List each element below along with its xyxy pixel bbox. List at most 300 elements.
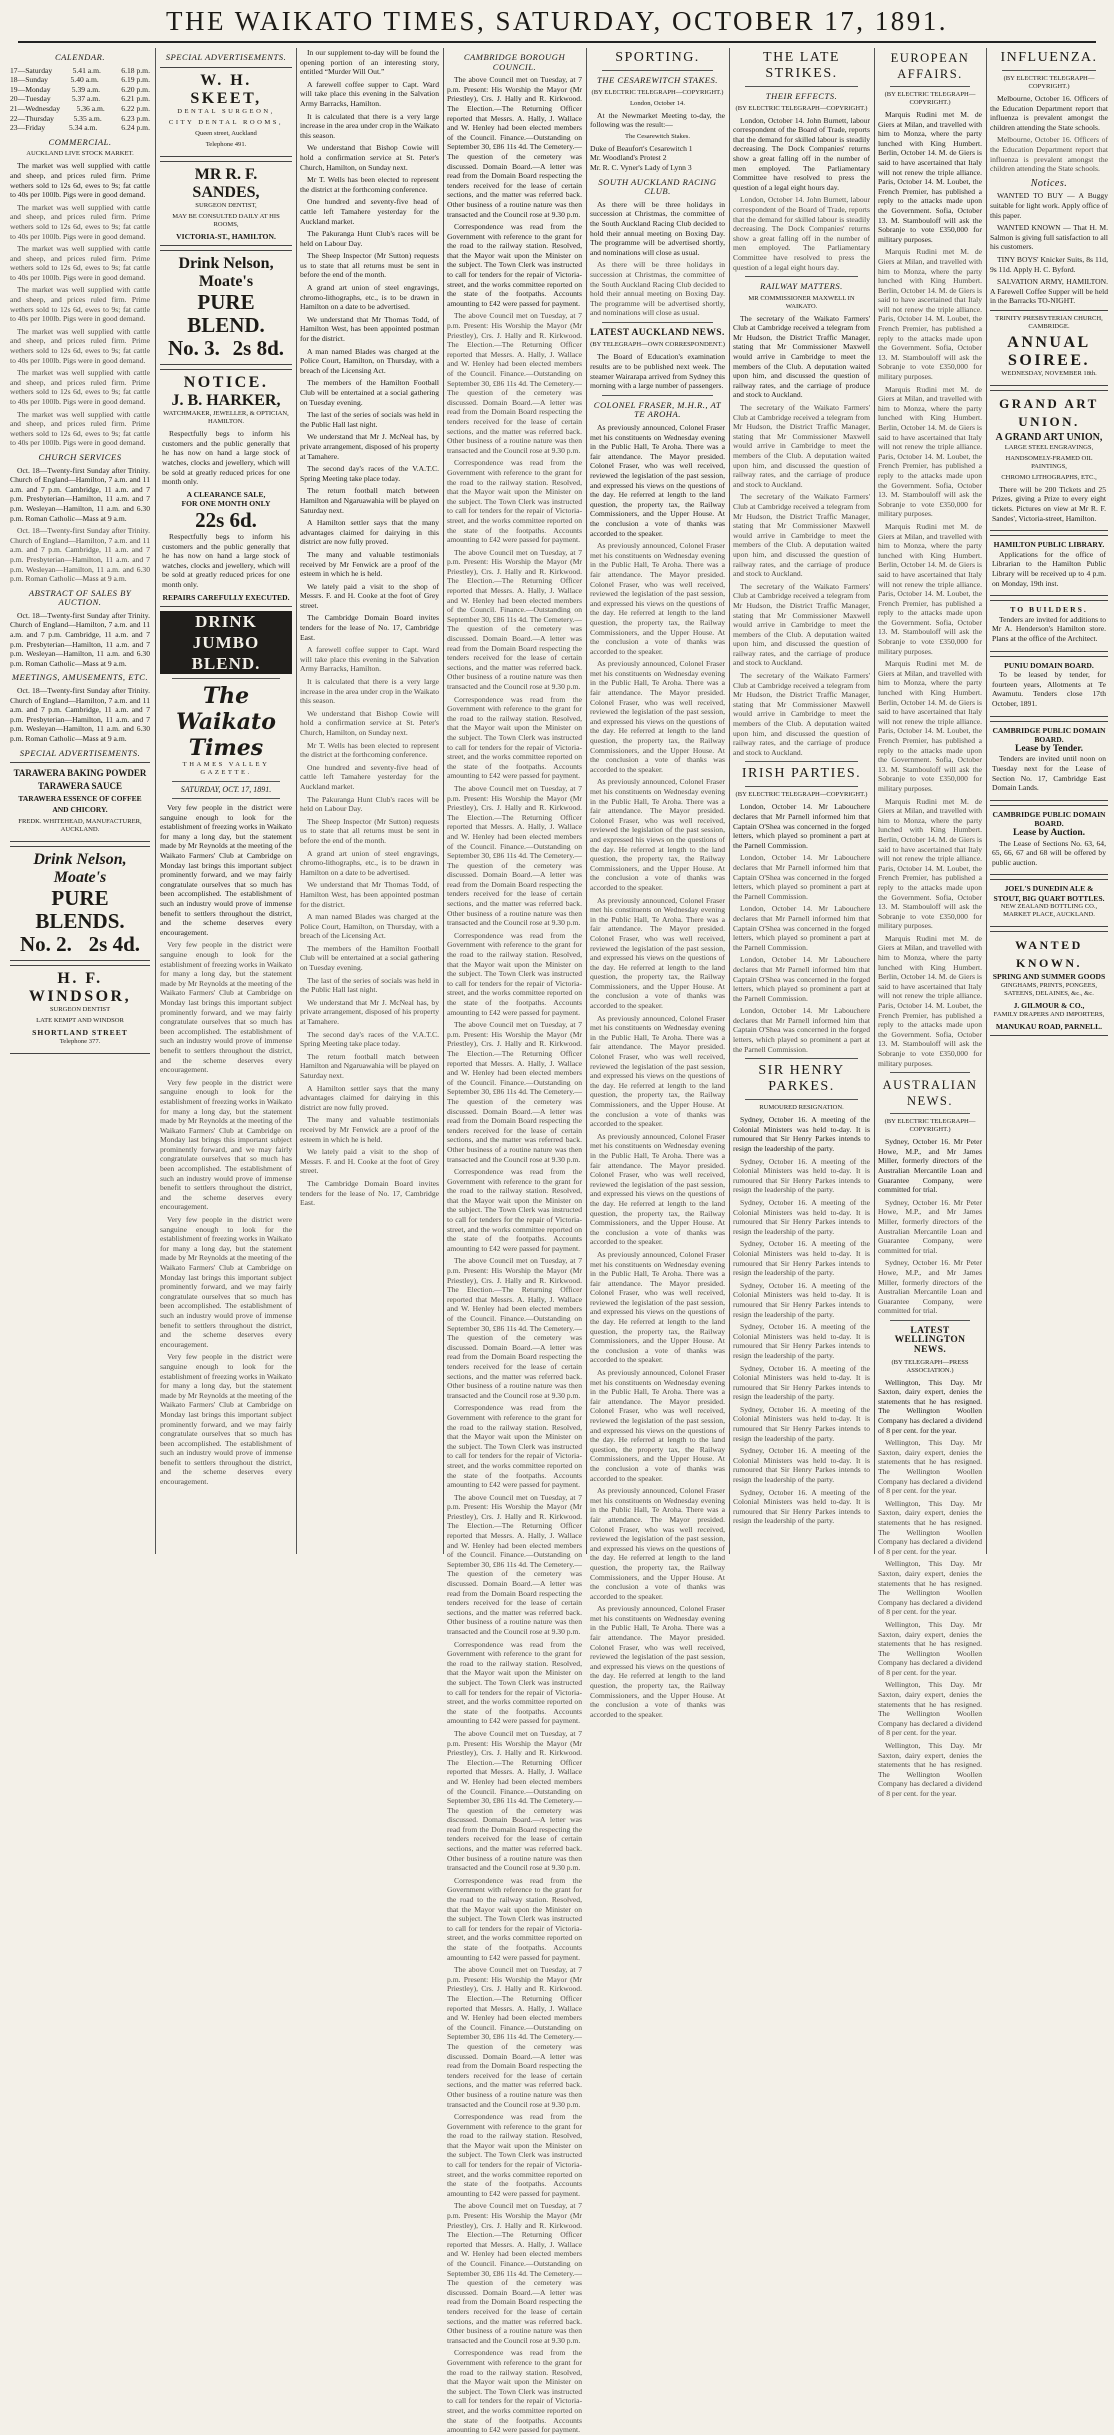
ad-line: Lease by Auction. bbox=[1012, 827, 1086, 838]
council-text: Correspondence was read from the Government with reference to the grant for the road to the railway station. Resolved, that the Mayor wait upon the Minister on the subject. The Town Clerk was instructed to call for tenders for the repair of Victoria-street, and the works committee reported on the state of the footpaths. Accounts amounting to £42 were passed for payment. bbox=[447, 1167, 582, 1253]
council-text: The above Council met on Tuesday, at 7 p.m. Present: His Worship the Mayor (Mr Priestley), Crs. J. Hally and R. Kirkwood. The Election.—The Returning Officer reported that Messrs. A. Hally, J. Wallace and W. Henley had been elected members of the Council. Finance.—Outstanding on September 30, £86 11s 4d. The Cemetery.—The question of the cemetery was discussed. Domain Board.—A letter was read from the Domain Board respecting the tenders received for the lease of certain sections, and the matter was referred back. Other business of a routine nature was then transacted and the Council rose at 9.30 p.m. bbox=[447, 1020, 582, 1164]
news-note: Mr T. Wells has been elected to represent the district at the forthcoming conference. bbox=[300, 740, 439, 760]
news-note: We understand that Mr J. McNeal has, by private arrangement, disposed of his property at Tamahere. bbox=[300, 432, 439, 461]
parkes-text: Sydney, October 16. A meeting of the Colonial Ministers was held to-day. It is rumoured that Sir Henry Parkes intends to resign the leadership of the party. bbox=[733, 1487, 870, 1526]
effects-text: London, October 14. John Burnett, labour correspondent of the Board of Trade, reports that the demand for skilled labour is steadily decreasing. The Dock Companies' returns show a great falling off in the number of men employed. The Parliamentary Committee have resolved to press the question of a legal eight hours day. bbox=[733, 115, 870, 192]
harker-advert bbox=[160, 369, 292, 607]
council-text: The above Council met on Tuesday, at 7 p.m. Present: His Worship the Mayor (Mr Priestley), Crs. J. Hally and R. Kirkwood. The Election.—The Returning Officer reported that Messrs. A. Hally, J. Wallace and W. Henley had been elected members of the Council. Finance.—Outstanding on September 30, £86 11s 4d. The Cemetery.—The question of the cemetery was discussed. Domain Board.—A letter was read from the Domain Board respecting the tenders received for the lease of certain sections, and the matter was referred back. Other business of a routine nature was then transacted and the Council rose at 9.30 p.m. bbox=[447, 1728, 582, 1873]
commercial-text: The market was well supplied with cattle and sheep, and prices ruled firm. Prime wethers sold to 12s 6d, ewes to 9s; fat cattle to 40s per 100lb. Pigs were in good demand. bbox=[10, 409, 150, 448]
domain-board-advert bbox=[990, 721, 1108, 801]
irish-text: London, October 14. Mr Labouchere declares that Mr Parnell informed him that Captain O'Shea was concerned in the forged letters, which played so prominent a part at the Parnell Commission. bbox=[733, 955, 870, 1003]
calendar-row bbox=[10, 85, 150, 95]
australian-text: Sydney, October 16. Mr Peter Howe, M.P., and Mr James Miller, formerly directors of the Australian Mercantile Loan and Guarantee Company, were committed for trial. bbox=[878, 1137, 982, 1195]
ad-line: J. GILMOUR & CO., bbox=[1013, 1001, 1085, 1011]
column-rule bbox=[874, 48, 875, 1554]
news-note: The many and valuable testimonials received by Mr Fenwick are a proof of the esteem in which he is held. bbox=[300, 549, 439, 579]
european-text: Marquis Rudini met M. de Giers at Milan, and travelled with him to Monza, where the party lunched with King Humbert. Berlin, October 14. M. de Giers is said to have ascertained that Italy will not renew the triple alliance. Paris, October 14. M. Loubet, the French Premier, has published a reply to the attacks made upon the Government. Sofia, October 13. M. Stambouloff will ask the Sobranje to vote £350,000 for military purposes. bbox=[878, 384, 982, 519]
news-note: The return football match between Hamilton and Ngaruawahia will be played on Saturday next. bbox=[300, 486, 439, 515]
ad-line: FOR ONE MONTH ONLY bbox=[181, 499, 271, 509]
ad-line: PUNIU DOMAIN BOARD. bbox=[1004, 660, 1094, 670]
ad-line: SPRING AND SUMMER GOODS bbox=[992, 972, 1106, 982]
railway-text: The secretary of the Waikato Farmers' Club at Cambridge received a telegram from Mr Hudson, the District Traffic Manager, stating that Mr Commissioner Maxwell would arrive in Cambridge to meet the members of the Club. A deputation waited upon him, and discussed the question of railway rates, and the carriage of produce and stock to Auckland. bbox=[733, 581, 870, 668]
skeet-advert bbox=[160, 67, 292, 157]
calendar-cell: 5.41 a.m. bbox=[72, 65, 101, 75]
news-note: The return football match between Hamilton and Ngaruawahia will be played on Saturday next. bbox=[300, 1051, 439, 1080]
telegraph-credit: (BY ELECTRIC TELEGRAPH—COPYRIGHT.) bbox=[884, 1118, 976, 1134]
calendar-row bbox=[10, 94, 150, 104]
church-heading: CHURCH SERVICES bbox=[38, 451, 122, 462]
european-heading: EUROPEAN AFFAIRS. bbox=[890, 51, 970, 81]
calendar-cell: 6.21 p.m. bbox=[121, 94, 150, 104]
calendar-cell: 5.40 a.m. bbox=[70, 75, 99, 85]
ad-line: J. B. HARKER, bbox=[171, 392, 281, 410]
ad-line: 2s 8d. bbox=[232, 336, 284, 361]
australian-heading: AUSTRALIAN NEWS. bbox=[882, 1078, 978, 1109]
ad-line: JOEL'S DUNEDIN ALE & STOUT, BIG QUART BOTTLES. bbox=[993, 884, 1105, 903]
news-note: The last of the series of socials was held in the Public Hall last night. bbox=[300, 975, 439, 995]
ad-text: To be leased by tender, for fourteen years, Allotments at Te Awamutu. Tenders close 17th October, 1891. bbox=[992, 670, 1106, 708]
leader-text: Very few people in the district were sanguine enough to look for the establishment of freezing works in Waikato for many a long day, but the statement made by Mr Reynolds at the meeting of the Waikato Farmers' Club at Cambridge on Monday last brings this important subject prominently forward, and we may fairly congratulate ourselves that so much has been accomplished. The establishment of such an industry would prove of immense benefit to settlers throughout the district, and the scheme deserves every encouragement. bbox=[160, 1077, 293, 1212]
council-text: Correspondence was read from the Government with reference to the grant for the road to the railway station. Resolved, that the Mayor wait upon the Minister on the subject. The Town Clerk was instructed to call for tenders for the repair of Victoria-street, and the works committee reported on the state of the footpaths. Accounts amounting to £42 were passed for payment. bbox=[447, 458, 582, 545]
ad-line: HANDSOMELY-FRAMED OIL PAINTINGS, bbox=[1005, 454, 1093, 470]
ad-text: There will be 200 Tickets and 25 Prizes, giving a Prize to every eight tickets. Pictures on view at Mr R. F. Sandes', Victoria-street, Hamilton. bbox=[992, 484, 1106, 523]
commercial-heading: COMMERCIAL. bbox=[48, 136, 112, 147]
column-rule bbox=[729, 48, 730, 1554]
news-note: A grand art union of steel engravings, chromo-lithographs, etc., is to be drawn in Hamilton on a date to be advertised. bbox=[300, 283, 439, 312]
calendar-cell: 6.20 p.m. bbox=[121, 84, 150, 94]
council-text: The above Council met on Tuesday, at 7 p.m. Present: His Worship the Mayor (Mr Priestley), Crs. J. Hally and R. Kirkwood. The Election.—The Returning Officer reported that Messrs. A. Hally, J. Wallace and W. Henley had been elected members of the Council. Finance.—Outstanding on September 30, £86 11s 4d. The Cemetery.—The question of the cemetery was discussed. Domain Board.—A letter was read from the Domain Board respecting the tenders received for the lease of certain sections, and the matter was referred back. Other business of a routine nature was then transacted and the Council rose at 9.30 p.m. bbox=[447, 2201, 582, 2345]
news-note: We lately paid a visit to the shop of Messrs. F. and H. Cooke at the foot of Grey street. bbox=[300, 1147, 439, 1176]
result-line: Mr. Woodland's Protest 2 bbox=[590, 153, 667, 163]
calendar-cell: 23—Friday bbox=[10, 123, 46, 133]
ad-line: Queen street, Auckland bbox=[195, 129, 257, 137]
stakes-heading: THE CESAREWITCH STAKES. bbox=[597, 75, 718, 85]
ad-line: A CLEARANCE SALE, bbox=[186, 489, 266, 499]
result-line: The Cesarewitch Stakes. bbox=[624, 132, 690, 140]
sporting-heading: SPORTING. bbox=[615, 50, 700, 65]
ad-line: CHROMO LITHOGRAPHS, ETC., bbox=[1001, 473, 1097, 481]
drink-advert bbox=[160, 250, 292, 365]
fraser-text: As previously announced, Colonel Fraser met his constituents on Wednesday evening in the Public Hall, Te Aroha. There was a fair attendance. The Mayor presided. Colonel Fraser, who was well received, reviewed the legislation of the past session, and expressed his views on the questions of the day. He referred at length to the land question, the property tax, the Railway Commissioners, and the Upper House. At the conclusion a vote of thanks was accorded to the speaker. bbox=[590, 1249, 725, 1365]
news-note: One hundred and seventy-five head of cattle left Tamahere yesterday for the Auckland market. bbox=[300, 762, 439, 791]
parkes-text: Sydney, October 16. A meeting of the Colonial Ministers was held to-day. It is rumoured that Sir Henry Parkes intends to resign the leadership of the party. bbox=[733, 1239, 870, 1278]
calendar-cell: 5.34 a.m. bbox=[69, 123, 98, 133]
council-text: The above Council met on Tuesday, at 7 p.m. Present: His Worship the Mayor (Mr Priestley), Crs. J. Hally and R. Kirkwood. The Election.—The Returning Officer reported that Messrs. A. Hally, J. Wallace and W. Henley had been elected members of the Council. Finance.—Outstanding on September 30, £86 11s 4d. The Cemetery.—The question of the cemetery was discussed. Domain Board.—A letter was read from the Domain Board respecting the tenders received for the lease of certain sections, and the matter was referred back. Other business of a routine nature was then transacted and the Council rose at 9.30 p.m. bbox=[447, 1492, 582, 1636]
fraser-text: As previously announced, Colonel Fraser met his constituents on Wednesday evening in the Public Hall, Te Aroha. There was a fair attendance. The Mayor presided. Colonel Fraser, who was well received, reviewed the legislation of the past session, and expressed his views on the questions of the day. He referred at length to the land question, the property tax, the Railway Commissioners, and the Upper House. At the conclusion a vote of thanks was accorded to the speaker. bbox=[590, 1131, 725, 1247]
racing-club-heading: SOUTH AUCKLAND RACING CLUB. bbox=[598, 176, 717, 197]
parkes-text: Sydney, October 16. A meeting of the Colonial Ministers was held to-day. It is rumoured that Sir Henry Parkes intends to resign the leadership of the party. bbox=[733, 1363, 870, 1402]
irish-text: London, October 14. Mr Labouchere declares that Mr Parnell informed him that Captain O'Shea was concerned in the forged letters, which played so prominent a part at the Parnell Commission. bbox=[733, 904, 870, 952]
calendar-cell: 6.19 p.m. bbox=[121, 75, 150, 85]
commercial-text: The market was well supplied with cattle and sheep, and prices ruled firm. Prime wethers sold to 12s 6d, ewes to 9s; fat cattle to 40s per 100lb. Pigs were in good demand. bbox=[10, 326, 150, 365]
newspaper-title: THE WAIKATO TIMES, SATURDAY, OCTOBER 17, 1891. bbox=[165, 6, 949, 36]
parkes-text: Sydney, October 16. A meeting of the Colonial Ministers was held to-day. It is rumoured that Sir Henry Parkes intends to resign the leadership of the party. bbox=[733, 1198, 870, 1236]
abstract-heading: ABSTRACT OF SALES BY AUCTION. bbox=[28, 587, 132, 608]
wellington-text: Wellington, This Day. Mr Saxton, dairy expert, denies the statements that he has resigned. The Wellington Woollen Company has declared a dividend of 8 per cent. for the year. bbox=[878, 1619, 982, 1677]
ad-line: Telephone 491. bbox=[205, 140, 247, 148]
joel-advert bbox=[990, 879, 1108, 927]
news-note: We understand that Mr Thomas Todd, of Hamilton West, has been appointed postman for the district. bbox=[300, 314, 439, 344]
telegraph-credit: (BY ELECTRIC TELEGRAPH—COPYRIGHT.) bbox=[884, 91, 976, 106]
trinity-advert bbox=[990, 310, 1108, 386]
column-2 bbox=[160, 48, 292, 1558]
calendar-table bbox=[10, 66, 150, 133]
column-5 bbox=[590, 48, 725, 1719]
racing-club-text: As there will be three holidays in succession at Christmas, the committee of the South Auckland Racing Club decided to hold their annual meeting on Boxing Day. The programme will be advertised shortly, and nominations will close as usual. bbox=[590, 260, 725, 318]
stakes-text: At the Newmarket Meeting to-day, the following was the result:— bbox=[590, 110, 725, 130]
column-rule bbox=[443, 48, 444, 1554]
ad-line: SURGEON DENTIST bbox=[49, 1006, 111, 1014]
ad-line: Drink Nelson, Moate's bbox=[33, 851, 127, 887]
column-8 bbox=[990, 48, 1108, 1558]
council-text: The above Council met on Tuesday, at 7 p.m. Present: His Worship the Mayor (Mr Priestley), Crs. J. Hally and R. Kirkwood. The Election.—The Returning Officer reported that Messrs. A. Hally, J. Wallace and W. Henley had been elected members of the Council. Finance.—Outstanding on September 30, £86 11s 4d. The Cemetery.—The question of the cemetery was discussed. Domain Board.—A letter was read from the Domain Board respecting the tenders received for the lease of certain sections, and the matter was referred back. Other business of a routine nature was then transacted and the Council rose at 9.30 p.m. bbox=[447, 1965, 582, 2109]
telegraph-credit: (BY ELECTRIC TELEGRAPH—COPYRIGHT.) bbox=[735, 791, 868, 799]
calendar-cell: 6.18 p.m. bbox=[121, 65, 150, 75]
news-note: A farewell coffee supper to Capt. Ward will take place this evening in the Salvation Army Barracks, Hamilton. bbox=[300, 645, 439, 674]
railway-subheading: MR COMMISSIONER MAXWELL IN WAIKATO. bbox=[748, 294, 855, 310]
result-line: Duke of Beaufort's Cesarewitch 1 bbox=[590, 143, 693, 153]
calendar-heading: CALENDAR. bbox=[54, 52, 106, 62]
news-note: We understand that Mr J. McNeal has, by private arrangement, disposed of his property at Tamahere. bbox=[300, 997, 439, 1027]
council-heading: CAMBRIDGE BOROUGH COUNCIL. bbox=[463, 52, 566, 72]
commercial-text: The market was well supplied with cattle and sheep, and prices ruled firm. Prime wethers sold to 12s 6d, ewes to 9s; fat cattle to 40s per 100lb. Pigs were in good demand. bbox=[10, 285, 150, 324]
commercial-lead: AUCKLAND LIVE STOCK MARKET. bbox=[26, 150, 134, 158]
council-text: Correspondence was read from the Government with reference to the grant for the road to the railway station. Resolved, that the Mayor wait upon the Minister on the subject. The Town Clerk was instructed to call for tenders for the repair of Victoria-street, and the works committee reported on the state of the footpaths. Accounts amounting to £42 were passed for payment. bbox=[447, 1639, 582, 1726]
ad-line: Lease by Tender. bbox=[1014, 743, 1083, 754]
calendar-cell: 6.23 p.m. bbox=[121, 113, 150, 123]
irish-text: London, October 14. Mr Labouchere declares that Mr Parnell informed him that Captain O'Shea was concerned in the forged letters, which played so prominent a part at the Parnell Commission. bbox=[733, 1006, 870, 1054]
parkes-text: Sydney, October 16. A meeting of the Colonial Ministers was held to-day. It is rumoured that Sir Henry Parkes intends to resign the leadership of the party. bbox=[733, 1156, 870, 1195]
notice-item: WANTED KNOWN — That H. M. Salmon is giving full satisfaction to all his customers. bbox=[990, 223, 1108, 252]
ad-line: SURGEON DENTIST, bbox=[195, 201, 257, 209]
ad-line: WEDNESDAY, NOVEMBER 18th. bbox=[1001, 369, 1097, 377]
wellington-heading: LATEST WELLINGTON NEWS. bbox=[894, 1325, 966, 1356]
ad-line: 2s 4d. bbox=[88, 932, 140, 957]
windsor-advert bbox=[10, 965, 150, 1054]
wellington-text: Wellington, This Day. Mr Saxton, dairy expert, denies the statements that he has resigned. The Wellington Woollen Company has declared a dividend of 8 per cent. for the year. bbox=[878, 1377, 982, 1435]
council-text: The above Council met on Tuesday, at 7 p.m. Present: His Worship the Mayor (Mr Priestley), Crs. J. Hally and R. Kirkwood. The Election.—The Returning Officer reported that Messrs. A. Hally, J. Wallace and W. Henley had been elected members of the Council. Finance.—Outstanding on September 30, £86 11s 4d. The Cemetery.—The question of the cemetery was discussed. Domain Board.—A letter was read from the Domain Board respecting the tenders received for the lease of certain sections, and the matter was referred back. Other business of a routine nature was then transacted and the Council rose at 9.30 p.m. bbox=[447, 75, 582, 219]
parkes-text: Sydney, October 16. A meeting of the Colonial Ministers was held to-day. It is rumoured that Sir Henry Parkes intends to resign the leadership of the party. bbox=[733, 1280, 870, 1319]
irish-heading: IRISH PARTIES. bbox=[741, 766, 862, 782]
leader-text: Very few people in the district were sanguine enough to look for the establishment of freezing works in Waikato for many a long day, but the statement made by Mr Reynolds at the meeting of the Waikato Farmers' Club at Cambridge on Monday last brings this important subject prominently forward, and we may fairly congratulate ourselves that so much has been accomplished. The establishment of such an industry would prove of immense benefit to settlers throughout the district, and the scheme deserves every encouragement. bbox=[160, 1352, 293, 1487]
calendar-row bbox=[10, 66, 150, 76]
commercial-text: The market was well supplied with cattle and sheep, and prices ruled firm. Prime wethers sold to 12s 6d, ewes to 9s; fat cattle to 40s per 100lb. Pigs were in good demand. bbox=[10, 244, 150, 282]
notice-item: SALVATION ARMY, HAMILTON. A Farewell Coffee Supper will be held in the Barracks TO-NIGHT. bbox=[990, 277, 1108, 306]
calendar-cell: 5.36 a.m. bbox=[76, 103, 105, 113]
library-advert bbox=[990, 535, 1108, 596]
news-note: A man named Blades was charged at the Police Court, Hamilton, on Thursday, with a breach of the Licensing Act. bbox=[300, 346, 439, 375]
ad-line: TARAWERA SAUCE bbox=[37, 781, 123, 792]
telegraph-credit: (BY ELECTRIC TELEGRAPH—COPYRIGHT.) bbox=[1003, 75, 1095, 90]
telegraph-credit: (BY ELECTRIC TELEGRAPH—COPYRIGHT.) bbox=[591, 88, 724, 96]
leader-text: Very few people in the district were sanguine enough to look for the establishment of freezing works in Waikato for many a long day, but the statement made by Mr Reynolds at the meeting of the Waikato Farmers' Club at Cambridge on Monday last brings this important subject prominently forward, and we may fairly congratulate ourselves that so much has been accomplished. The establishment of such an industry would prove of immense benefit to settlers throughout the district, and the scheme deserves every encouragement. bbox=[160, 1215, 293, 1349]
influenza-text: Melbourne, October 16. Officers of the Education Department report that influenza is prevalent amongst the children attending the State schools. bbox=[990, 94, 1108, 132]
news-note: The second day's races of the V.A.T.C. Spring Meeting take place today. bbox=[300, 464, 439, 483]
telegraph-credit: (BY ELECTRIC TELEGRAPH—COPYRIGHT.) bbox=[735, 104, 868, 112]
parkes-heading: SIR HENRY PARKES. bbox=[758, 1063, 845, 1095]
calendar-cell: 18—Sunday bbox=[10, 75, 48, 85]
fraser-text: As previously announced, Colonel Fraser met his constituents on Wednesday evening in the Public Hall, Te Aroha. There was a fair attendance. The Mayor presided. Colonel Fraser, who was well received, reviewed the legislation of the past session, and expressed his views on the questions of the day. He referred at length to the land question, the property tax, the Railway Commissioners, and the Upper House. At the conclusion a vote of thanks was accorded to the speaker. bbox=[590, 541, 725, 656]
commercial-text: The market was well supplied with cattle and sheep, and prices ruled firm. Prime wethers sold to 12s 6d, ewes to 9s; fat cattle to 40s per 100lb. Pigs were in good demand. bbox=[10, 161, 150, 200]
effects-text: London, October 14. John Burnett, labour correspondent of the Board of Trade, reports that the demand for skilled labour is steadily decreasing. The Dock Companies' returns show a great falling off in the number of men employed. The Parliamentary Committee have resolved to press the question of a legal eight hours day. bbox=[733, 195, 870, 272]
ad-line: WATCHMAKER, JEWELLER, & OPTICIAN, HAMILTON. bbox=[163, 410, 289, 426]
news-note: A Hamilton settler says that the many advantages claimed for dairying in this district are now fully proved. bbox=[300, 518, 439, 547]
notice-item: WANTED TO BUY — A Buggy suitable for light work. Apply office of this paper. bbox=[990, 191, 1108, 220]
drink-advert bbox=[10, 846, 150, 961]
ad-line: LATE KEMPT AND WINDSOR bbox=[36, 1017, 124, 1025]
masthead bbox=[0, 0, 1114, 40]
ad-line: TRINITY PRESBYTERIAN CHURCH, CAMBRIDGE. bbox=[995, 314, 1103, 330]
calendar-cell: 21—Wednesday bbox=[10, 103, 61, 113]
column-rule bbox=[586, 48, 587, 1554]
ad-text: Respectfully begs to inform his customers and the public generally that he has now on hand a large stock of watches, clocks and jewellery, which will be sold at greatly reduced prices for one month only. bbox=[162, 429, 290, 487]
news-note: Mr T. Wells has been elected to represent the district at the forthcoming conference. bbox=[300, 175, 439, 194]
result-line: Mr. R. C. Vyner's Lady of Lynn 3 bbox=[590, 162, 692, 172]
column-4 bbox=[447, 48, 582, 2435]
ad-line: WANTED KNOWN. bbox=[1015, 938, 1083, 971]
council-text: Correspondence was read from the Government with reference to the grant for the road to the railway station. Resolved, that the Mayor wait upon the Minister on the subject. The Town Clerk was instructed to call for tenders for the repair of Victoria-street, and the works committee reported on the state of the footpaths. Accounts amounting to £42 were passed for payment. bbox=[447, 694, 582, 781]
special-ads-heading: SPECIAL ADVERTISEMENTS. bbox=[165, 52, 287, 62]
column-rule bbox=[296, 48, 297, 1554]
column-1 bbox=[10, 48, 150, 1558]
commercial-text: The market was well supplied with cattle and sheep, and prices ruled firm. Prime wethers sold to 12s 6d, ewes to 9s; fat cattle to 40s per 100lb. Pigs were in good demand. bbox=[10, 202, 150, 241]
ad-line: TARAWERA BAKING POWDER bbox=[13, 768, 147, 779]
news-note: A Hamilton settler says that the many advantages claimed for dairying in this district are now fully proved. bbox=[300, 1083, 439, 1112]
ad-text: Tenders are invited until noon on Tuesday next for the Lease of Section No. 17, Cambridge East Domain Lands. bbox=[992, 754, 1106, 793]
notices-heading: Notices. bbox=[1030, 177, 1068, 189]
ad-line: CAMBRIDGE PUBLIC DOMAIN BOARD. bbox=[992, 809, 1106, 829]
church-text: Oct. 18—Twenty-first Sunday after Trinity. Church of England—Hamilton, 7 a.m. and 11 a.m. and 7 p.m. Cambridge, 11 a.m. and 7 p.m. Presbyterian—Hamilton, 11 a.m. and 7 p.m. Wesleyan—Hamilton, 11 a.m. and 6.30 p.m. Roman Catholic—Mass at 9 a.m. bbox=[10, 610, 150, 668]
ad-line: MANUKAU ROAD, PARNELL. bbox=[995, 1021, 1103, 1031]
european-text: Marquis Rudini met M. de Giers at Milan, and travelled with him to Monza, where the party lunched with King Humbert. Berlin, October 14. M. de Giers is said to have ascertained that Italy will not renew the triple alliance. Paris, October 14. M. Loubet, the French Premier, has published a reply to the attacks made upon the Government. Sofia, October 13. M. Stambouloff will ask the Sobranje to vote £350,000 for military purposes. bbox=[878, 796, 982, 931]
ad-line: 22s 6d. bbox=[195, 507, 257, 532]
parkes-subheading: RUMOURED RESIGNATION. bbox=[759, 1104, 844, 1112]
parkes-text: Sydney, October 16. A meeting of the Colonial Ministers was held to-day. It is rumoured that Sir Henry Parkes intends to resign the leadership of the party. bbox=[733, 1322, 870, 1360]
council-text: The above Council met on Tuesday, at 7 p.m. Present: His Worship the Mayor (Mr Priestley), Crs. J. Hally and R. Kirkwood. The Election.—The Returning Officer reported that Messrs. A. Hally, J. Wallace and W. Henley had been elected members of the Council. Finance.—Outstanding on September 30, £86 11s 4d. The Cemetery.—The question of the cemetery was discussed. Domain Board.—A letter was read from the Domain Board respecting the tenders received for the lease of certain sections, and the matter was referred back. Other business of a routine nature was then transacted and the Council rose at 9.30 p.m. bbox=[447, 783, 582, 928]
ad-line: No. 2. bbox=[20, 932, 72, 957]
ad-text: Tenders are invited for additions to Mr A. Henderson's Hamilton store. Plans at the office of the Architect. bbox=[992, 614, 1106, 643]
news-note: The Pakuranga Hunt Club's races will be held on Labour Day. bbox=[300, 794, 439, 814]
fraser-text: As previously announced, Colonel Fraser met his constituents on Wednesday evening in the Public Hall, Te Aroha. There was a fair attendance. The Mayor presided. Colonel Fraser, who was well received, reviewed the legislation of the past session, and expressed his views on the questions of the day. He referred at length to the land question, the property tax, the Railway Commissioners, and the Upper House. At the conclusion a vote of thanks was accorded to the speaker. bbox=[590, 659, 725, 774]
church-text: Oct. 18—Twenty-first Sunday after Trinity. Church of England—Hamilton, 7 a.m. and 11 a.m. and 7 p.m. Cambridge, 11 a.m. and 7 p.m. Presbyterian—Hamilton, 11 a.m. and 7 p.m. Wesleyan—Hamilton, 11 a.m. and 6.30 p.m. Roman Catholic—Mass at 9 a.m. bbox=[10, 526, 150, 584]
european-text: Marquis Rudini met M. de Giers at Milan, and travelled with him to Monza, where the party lunched with King Humbert. Berlin, October 14. M. de Giers is said to have ascertained that Italy will not renew the triple alliance. Paris, October 14. M. Loubet, the French Premier, has published a reply to the attacks made upon the Government. Sofia, October 13. M. Stambouloff will ask the Sobranje to vote £350,000 for military purposes. bbox=[878, 247, 982, 382]
ad-line: NEW ZEALAND BOTTLING CO., MARKET PLACE, AUCKLAND. bbox=[1000, 903, 1098, 919]
council-text: The above Council met on Tuesday, at 7 p.m. Present: His Worship the Mayor (Mr Priestley), Crs. J. Hally and R. Kirkwood. The Election.—The Returning Officer reported that Messrs. A. Hally, J. Wallace and W. Henley had been elected members of the Council. Finance.—Outstanding on September 30, £86 11s 4d. The Cemetery.—The question of the cemetery was discussed. Domain Board.—A letter was read from the Domain Board respecting the tenders received for the lease of certain sections, and the matter was referred back. Other business of a routine nature was then transacted and the Council rose at 9.30 p.m. bbox=[447, 547, 582, 691]
ad-line: SHORTLAND STREET bbox=[32, 1028, 128, 1038]
fraser-text: As previously announced, Colonel Fraser met his constituents on Wednesday evening in the Public Hall, Te Aroha. There was a fair attendance. The Mayor presided. Colonel Fraser, who was well received, reviewed the legislation of the past session, and expressed his views on the questions of the day. He referred at length to the land question, the property tax, the Railway Commissioners, and the Upper House. At the conclusion a vote of thanks was accorded to the speaker. bbox=[590, 1013, 725, 1129]
railway-text: The secretary of the Waikato Farmers' Club at Cambridge received a telegram from Mr Hudson, the District Traffic Manager, stating that Mr Commissioner Maxwell would arrive in Cambridge to meet the members of the Club. A deputation waited upon him, and discussed the question of railway rates, and the carriage of produce and stock to Auckland. bbox=[733, 492, 870, 579]
ad-line: No. 3. bbox=[168, 336, 220, 361]
railway-text: The secretary of the Waikato Farmers' Club at Cambridge received a telegram from Mr Hudson, the District Traffic Manager, stating that Mr Commissioner Maxwell would arrive in Cambridge to meet the members of the Club. A deputation waited upon him, and discussed the question of railway rates, and the carriage of produce and stock to Auckland. bbox=[733, 671, 870, 757]
fraser-text: As previously announced, Colonel Fraser met his constituents on Wednesday evening in the Public Hall, Te Aroha. There was a fair attendance. The Mayor presided. Colonel Fraser, who was well received, reviewed the legislation of the past session, and expressed his views on the questions of the day. He referred at length to the land question, the property tax, the Railway Commissioners, and the Upper House. At the conclusion a vote of thanks was accorded to the speaker. bbox=[590, 423, 725, 538]
newspaper-nameplate: The Waikato Times bbox=[176, 683, 276, 762]
parkes-text: Sydney, October 16. A meeting of the Colonial Ministers was held to-day. It is rumoured that Sir Henry Parkes intends to resign the leadership of the party. bbox=[733, 1446, 870, 1485]
domain-board-advert bbox=[990, 805, 1108, 876]
ad-line: REPAIRS CAREFULLY EXECUTED. bbox=[162, 592, 290, 602]
dateline: London, October 14. bbox=[630, 99, 685, 107]
news-note: The second day's races of the V.A.T.C. Spring Meeting take place today. bbox=[300, 1029, 439, 1049]
european-text: Marquis Rudini met M. de Giers at Milan, and travelled with him to Monza, where the party lunched with King Humbert. Berlin, October 14. M. de Giers is said to have ascertained that Italy will not renew the triple alliance. Paris, October 14. M. Loubet, the French Premier, has published a reply to the attacks made upon the Government. Sofia, October 13. M. Stambouloff will ask the Sobranje to vote £350,000 for military purposes. bbox=[878, 933, 982, 1068]
news-note: We understand that Bishop Cowie will hold a confirmation service at St. Peter's Church, Hamilton, on Sunday next. bbox=[300, 708, 439, 737]
fraser-text: As previously announced, Colonel Fraser met his constituents on Wednesday evening in the Public Hall, Te Aroha. There was a fair attendance. The Mayor presided. Colonel Fraser, who was well received, reviewed the legislation of the past session, and expressed his views on the questions of the day. He referred at length to the land question, the property tax, the Railway Commissioners, and the Upper House. At the conclusion a vote of thanks was accorded to the speaker. bbox=[590, 1604, 725, 1719]
ad-text: The Lease of Sections No. 63, 64, 65, 66, 67 and 68 will be offered by public auction. bbox=[992, 838, 1106, 867]
wellington-text: Wellington, This Day. Mr Saxton, dairy expert, denies the statements that he has resigned. The Wellington Woollen Company has declared a dividend of 8 per cent. for the year. bbox=[878, 1559, 982, 1617]
issue-dateline: SATURDAY, OCT. 17, 1891. bbox=[180, 785, 272, 795]
news-note: The last of the series of socials was held in the Public Hall last night. bbox=[300, 410, 439, 429]
railway-text: The secretary of the Waikato Farmers' Club at Cambridge received a telegram from Mr Hudson, the District Traffic Manager, stating that Mr Commissioner Maxwell would arrive in Cambridge to meet the members of the Club. A deputation waited upon him, and discussed the question of railway rates, and the carriage of produce and stock to Auckland. bbox=[733, 403, 870, 489]
news-note: The members of the Hamilton Football Club will be entertained at a social gathering on Tuesday evening. bbox=[300, 378, 439, 407]
news-note: A farewell coffee supper to Capt. Ward will take place this evening in the Salvation Army Barracks, Hamilton. bbox=[300, 79, 439, 108]
european-text: Marquis Rudini met M. de Giers at Milan, and travelled with him to Monza, where the party lunched with King Humbert. Berlin, October 14. M. de Giers is said to have ascertained that Italy will not renew the triple alliance. Paris, October 14. M. Loubet, the French Premier, has published a reply to the attacks made upon the Government. Sofia, October 13. M. Stambouloff will ask the Sobranje to vote £350,000 for military purposes. bbox=[878, 110, 982, 244]
column-rule bbox=[155, 48, 156, 1554]
leader-text: Very few people in the district were sanguine enough to look for the establishment of freezing works in Waikato for many a long day, but the statement made by Mr Reynolds at the meeting of the Waikato Farmers' Club at Cambridge on Monday last brings this important subject prominently forward, and we may fairly congratulate ourselves that so much has been accomplished. The establishment of such an industry would prove of immense benefit to settlers throughout the district, and the scheme deserves every encouragement. bbox=[160, 803, 293, 937]
ad-line: FREDK. WHITEHEAD, MANUFACTURER, AUCKLAND. bbox=[18, 818, 142, 834]
calendar-cell: 19—Monday bbox=[10, 84, 51, 94]
ad-line: VICTORIA-ST., HAMILTON. bbox=[176, 231, 276, 241]
irish-text: London, October 14. Mr Labouchere declares that Mr Parnell informed him that Captain O'Shea was concerned in the forged letters, which played so prominent a part at the Parnell Commission. bbox=[733, 802, 870, 850]
masthead-rule bbox=[18, 41, 1096, 43]
council-text: The above Council met on Tuesday, at 7 p.m. Present: His Worship the Mayor (Mr Priestley), Crs. J. Hally and R. Kirkwood. The Election.—The Returning Officer reported that Messrs. A. Hally, J. Wallace and W. Henley had been elected members of the Council. Finance.—Outstanding on September 30, £86 11s 4d. The Cemetery.—The question of the cemetery was discussed. Domain Board.—A letter was read from the Domain Board respecting the tenders received for the lease of certain sections, and the matter was referred back. Other business of a routine nature was then transacted and the Council rose at 9.30 p.m. bbox=[447, 1256, 582, 1400]
parkes-text: Sydney, October 16. A meeting of the Colonial Ministers was held to-day. It is rumoured that Sir Henry Parkes intends to resign the leadership of the party. bbox=[733, 1404, 870, 1443]
calendar-cell: 5.39 a.m. bbox=[71, 84, 101, 94]
railway-heading: RAILWAY MATTERS. bbox=[760, 281, 843, 292]
telegraph-credit: (BY TELEGRAPH—PRESS ASSOCIATION.) bbox=[891, 1358, 969, 1374]
wellington-text: Wellington, This Day. Mr Saxton, dairy expert, denies the statements that he has resigned. The Wellington Woollen Company has declared a dividend of 8 per cent. for the year. bbox=[878, 1498, 982, 1556]
calendar-row bbox=[10, 123, 150, 133]
ad-line: CAMBRIDGE PUBLIC DOMAIN BOARD. bbox=[992, 725, 1106, 745]
ad-text: Respectfully begs to inform his customers and the public generally that he has now on hand a large stock of watches, clocks and jewellery, which will be sold at greatly reduced prices for one month only. bbox=[162, 531, 290, 589]
irish-text: London, October 14. Mr Labouchere declares that Mr Parnell informed him that Captain O'Shea was concerned in the forged letters, which played so prominent a part at the Parnell Commission. bbox=[733, 853, 870, 901]
calendar-row bbox=[10, 75, 150, 85]
wellington-text: Wellington, This Day. Mr Saxton, dairy expert, denies the statements that he has resigned. The Wellington Woollen Company has declared a dividend of 8 per cent. for the year. bbox=[878, 1438, 982, 1496]
council-text: Correspondence was read from the Government with reference to the grant for the road to the railway station. Resolved, that the Mayor wait upon the Minister on the subject. The Town Clerk was instructed to call for tenders for the repair of Victoria-street, and the works committee reported on the state of the footpaths. Accounts amounting to £42 were passed for payment. bbox=[447, 1403, 582, 1490]
notices-list bbox=[990, 191, 1108, 306]
column-6 bbox=[733, 48, 870, 1558]
builders-advert bbox=[990, 600, 1108, 651]
news-note: The Sheep Inspector (Mr Sutton) requests us to state that all returns must be sent in before the end of the month. bbox=[300, 816, 439, 845]
ad-line: CITY DENTAL ROOMS, bbox=[168, 118, 284, 126]
ad-line: TO BUILDERS. bbox=[1010, 605, 1088, 615]
special-ads-heading: SPECIAL ADVERTISEMENTS. bbox=[19, 747, 141, 758]
calendar-row bbox=[10, 104, 150, 114]
ad-line: PURE BLENDS. bbox=[35, 886, 125, 934]
latest-auckland-heading: LATEST AUCKLAND NEWS. bbox=[590, 327, 725, 338]
fraser-text: As previously announced, Colonel Fraser met his constituents on Wednesday evening in the Public Hall, Te Aroha. There was a fair attendance. The Mayor presided. Colonel Fraser, who was well received, reviewed the legislation of the past session, and expressed his views on the questions of the day. He referred at length to the land question, the property tax, the Railway Commissioners, and the Upper House. At the conclusion a vote of thanks was accorded to the speaker. bbox=[590, 777, 725, 892]
ad-line: A GRAND ART UNION, bbox=[995, 431, 1103, 443]
telegraph-credit: (BY TELEGRAPH—OWN CORRESPONDENT.) bbox=[590, 341, 725, 349]
news-note: The Cambridge Domain Board invites tenders for the lease of No. 17, Cambridge East. bbox=[300, 1178, 439, 1208]
influenza-text: Melbourne, October 16. Officers of the Education Department report that influenza is prevalent amongst the children attending the State schools. bbox=[990, 135, 1108, 174]
european-text: Marquis Rudini met M. de Giers at Milan, and travelled with him to Monza, where the party lunched with King Humbert. Berlin, October 14. M. de Giers is said to have ascertained that Italy will not renew the triple alliance. Paris, October 14. M. Loubet, the French Premier, has published a reply to the attacks made upon the Government. Sofia, October 13. M. Stambouloff will ask the Sobranje to vote £350,000 for military purposes. bbox=[878, 659, 982, 793]
news-note: A man named Blades was charged at the Police Court, Hamilton, on Thursday, with a breach of the Licensing Act. bbox=[300, 912, 439, 941]
european-text: Marquis Rudini met M. de Giers at Milan, and travelled with him to Monza, where the party lunched with King Humbert. Berlin, October 14. M. de Giers is said to have ascertained that Italy will not renew the triple alliance. Paris, October 14. M. Loubet, the French Premier, has published a reply to the attacks made upon the Government. Sofia, October 13. M. Stambouloff will ask the Sobranje to vote £350,000 for military purposes. bbox=[878, 521, 982, 656]
fraser-heading: COLONEL FRASER, M.H.R., AT TE AROHA. bbox=[593, 399, 722, 420]
fraser-text: As previously announced, Colonel Fraser met his constituents on Wednesday evening in the Public Hall, Te Aroha. There was a fair attendance. The Mayor presided. Colonel Fraser, who was well received, reviewed the legislation of the past session, and expressed his views on the questions of the day. He referred at length to the land question, the property tax, the Railway Commissioners, and the Upper House. At the conclusion a vote of thanks was accorded to the speaker. bbox=[590, 1486, 725, 1601]
ad-line: ANNUAL SOIREE. bbox=[1007, 333, 1091, 369]
wellington-text: Wellington, This Day. Mr Saxton, dairy expert, denies the statements that he has resigned. The Wellington Woollen Company has declared a dividend of 8 per cent. for the year. bbox=[878, 1680, 982, 1738]
railway-text: The secretary of the Waikato Farmers' Club at Cambridge received a telegram from Mr Hudson, the District Traffic Manager, stating that Mr Commissioner Maxwell would arrive in Cambridge to meet the members of the Club. A deputation waited upon him, and discussed the question of railway rates, and the carriage of produce and stock to Auckland. bbox=[733, 313, 870, 400]
punui-advert bbox=[990, 656, 1108, 717]
column-3 bbox=[300, 48, 439, 1558]
council-text: Correspondence was read from the Government with reference to the grant for the road to the railway station. Resolved, that the Mayor wait upon the Minister on the subject. The Town Clerk was instructed to call for tenders for the repair of Victoria-street, and the works committee reported on the state of the footpaths. Accounts amounting to £42 were passed for payment. bbox=[447, 2112, 582, 2198]
ad-text: Applications for the office of Librarian to the Hamilton Public Library will be received up to 4 p.m. on Monday, 19th inst. bbox=[992, 549, 1106, 588]
news-note: We understand that Bishop Cowie will hold a confirmation service at St. Peter's Church, Hamilton, on Sunday next. bbox=[300, 143, 439, 172]
ad-line: GINGHAMS, PRINTS, PONGEES, SATEENS, DELAINES, &c., &c. bbox=[1000, 982, 1098, 998]
council-text: Correspondence was read from the Government with reference to the grant for the road to the railway station. Resolved, that the Mayor wait upon the Minister on the subject. The Town Clerk was instructed to call for tenders for the repair of Victoria-street, and the works committee reported on the state of the footpaths. Accounts amounting to £42 were passed for payment. bbox=[447, 1875, 582, 1962]
church-text: Oct. 18—Twenty-first Sunday after Trinity. Church of England—Hamilton, 7 a.m. and 11 a.m. and 7 p.m. Cambridge, 11 a.m. and 7 p.m. Presbyterian—Hamilton, 11 a.m. and 7 p.m. Wesleyan—Hamilton, 11 a.m. and 6.30 p.m. Roman Catholic—Mass at 9 a.m. bbox=[10, 465, 150, 523]
ad-line: PURE BLEND. bbox=[187, 290, 265, 338]
wellington-text: Wellington, This Day. Mr Saxton, dairy expert, denies the statements that he has resigned. The Wellington Woollen Company has declared a dividend of 8 per cent. for the year. bbox=[878, 1741, 982, 1798]
column-rule bbox=[986, 48, 987, 1554]
fraser-text: As previously announced, Colonel Fraser met his constituents on Wednesday evening in the Public Hall, Te Aroha. There was a fair attendance. The Mayor presided. Colonel Fraser, who was well received, reviewed the legislation of the past session, and expressed his views on the questions of the day. He referred at length to the land question, the property tax, the Railway Commissioners, and the Upper House. At the conclusion a vote of thanks was accorded to the speaker. bbox=[590, 1368, 725, 1483]
ad-line: TARAWERA ESSENCE OF COFFEE AND CHICORY. bbox=[18, 794, 142, 815]
ad-line: Drink Nelson, Moate's bbox=[178, 255, 274, 291]
ad-line: LARGE STEEL ENGRAVINGS, bbox=[1004, 443, 1094, 451]
council-text: Correspondence was read from the Government with reference to the grant for the road to the railway station. Resolved, that the Mayor wait upon the Minister on the subject. The Town Clerk was instructed to call for tenders for the repair of Victoria-street, and the works committee reported on the state of the footpaths. Accounts amounting to £42 were passed for payment. bbox=[447, 2348, 582, 2435]
sandes-advert bbox=[160, 161, 292, 247]
fraser-text: As previously announced, Colonel Fraser met his constituents on Wednesday evening in the Public Hall, Te Aroha. There was a fair attendance. The Mayor presided. Colonel Fraser, who was well received, reviewed the legislation of the past session, and expressed his views on the questions of the day. He referred at length to the land question, the property tax, the Railway Commissioners, and the Upper House. At the conclusion a vote of thanks was accorded to the speaker. bbox=[590, 895, 725, 1011]
commercial-text: The market was well supplied with cattle and sheep, and prices ruled firm. Prime wethers sold to 12s 6d, ewes to 9s; fat cattle to 40s per 100lb. Pigs were in good demand. bbox=[10, 368, 150, 406]
calendar-cell: 6.24 p.m. bbox=[121, 123, 150, 133]
council-text: Correspondence was read from the Government with reference to the grant for the road to the railway station. Resolved, that the Mayor wait upon the Minister on the subject. The Town Clerk was instructed to call for tenders for the repair of Victoria-street, and the works committee reported on the state of the footpaths. Accounts amounting to £42 were passed for payment. bbox=[447, 930, 582, 1017]
jumbo-blend-banner: DRINK JUMBO BLEND. bbox=[160, 611, 292, 674]
ad-line: DENTAL SURGEON, bbox=[177, 107, 275, 115]
council-text: Correspondence was read from the Government with reference to the grant for the road to the railway station. Resolved, that the Mayor wait upon the Minister on the subject. The Town Clerk was instructed to call for tenders for the repair of Victoria-street, and the works committee reported on the state of the footpaths. Accounts amounting to £42 were passed for payment. bbox=[447, 222, 582, 308]
council-text: The above Council met on Tuesday, at 7 p.m. Present: His Worship the Mayor (Mr Priestley), Crs. J. Hally and R. Kirkwood. The Election.—The Returning Officer reported that Messrs. A. Hally, J. Wallace and W. Henley had been elected members of the Council. Finance.—Outstanding on September 30, £86 11s 4d. The Cemetery.—The question of the cemetery was discussed. Domain Board.—A letter was read from the Domain Board respecting the tenders received for the lease of certain sections, and the matter was referred back. Other business of a routine nature was then transacted and the Council rose at 9.30 p.m. bbox=[447, 311, 582, 455]
ad-line: HAMILTON PUBLIC LIBRARY. bbox=[993, 540, 1105, 550]
news-note: The Pakuranga Hunt Club's races will be held on Labour Day. bbox=[300, 229, 439, 248]
australian-text: Sydney, October 16. Mr Peter Howe, M.P., and Mr James Miller, formerly directors of the Australian Mercantile Loan and Guarantee Company, were committed for trial. bbox=[878, 1258, 982, 1316]
calendar-cell: 5.35 a.m. bbox=[73, 113, 102, 123]
ad-line: H. F. WINDSOR, bbox=[28, 970, 132, 1006]
leader-text: Very few people in the district were sanguine enough to look for the establishment of freezing works in Waikato for many a long day, but the statement made by Mr Reynolds at the meeting of the Waikato Farmers' Club at Cambridge on Monday last brings this important subject prominently forward, and we may fairly congratulate ourselves that so much has been accomplished. The establishment of such an industry would prove of immense benefit to settlers throughout the district, and the scheme deserves every encouragement. bbox=[160, 940, 293, 1075]
gilmour-advert bbox=[990, 931, 1108, 1036]
art-union-advert bbox=[990, 390, 1108, 531]
news-note: In our supplement to-day will be found the opening portion of an interesting story, entitled “Murder Will Out.” bbox=[300, 48, 439, 77]
news-note: A grand art union of steel engravings, chromo-lithographs, etc., is to be drawn in Hamilton on a date to be advertised. bbox=[300, 848, 439, 877]
news-note: It is calculated that there is a very large increase in the area under crop in the Waikato this season. bbox=[300, 677, 439, 706]
ad-line: MR R. F. SANDES, bbox=[192, 165, 260, 201]
calendar-cell: 5.37 a.m. bbox=[71, 94, 101, 104]
news-note: The members of the Hamilton Football Club will be entertained at a social gathering on Tuesday evening. bbox=[300, 943, 439, 973]
parkes-text: Sydney, October 16. A meeting of the Colonial Ministers was held to-day. It is rumoured that Sir Henry Parkes intends to resign the leadership of the party. bbox=[733, 1115, 870, 1154]
news-note: The many and valuable testimonials received by Mr Fenwick are a proof of the esteem in which he is held. bbox=[300, 1115, 439, 1144]
ad-line: Telephone 377. bbox=[59, 1037, 101, 1045]
calendar-row bbox=[10, 114, 150, 124]
news-note: The Cambridge Domain Board invites tenders for the lease of No. 17, Cambridge East. bbox=[300, 613, 439, 642]
latest-auckland-text: The Board of Education's examination results are to be published next week. The steamer Wairarapa arrived from Sydney this morning with a large number of passengers. bbox=[590, 352, 725, 391]
ad-line: W. H. SKEET, bbox=[190, 71, 262, 107]
news-note: One hundred and seventy-five head of cattle left Tamahere yesterday for the Auckland market. bbox=[300, 197, 439, 226]
australian-text: Sydney, October 16. Mr Peter Howe, M.P., and Mr James Miller, formerly directors of the Australian Mercantile Loan and Guarantee Company, were committed for trial. bbox=[878, 1197, 982, 1255]
strikes-heading: THE LATE STRIKES. bbox=[763, 50, 840, 81]
news-note: We understand that Mr Thomas Todd, of Hamilton West, has been appointed postman for the district. bbox=[300, 880, 439, 909]
ad-line: MAY BE CONSULTED DAILY AT HIS ROOMS, bbox=[172, 212, 280, 228]
tarawera-advert bbox=[10, 762, 150, 842]
ad-line: NOTICE. bbox=[183, 374, 269, 392]
racing-club-text: As there will be three holidays in succession at Christmas, the committee of the South Auckland Racing Club decided to hold their annual meeting on Boxing Day. The programme will be advertised shortly, and nominations will close as usual. bbox=[590, 199, 725, 257]
effects-heading: THEIR EFFECTS. bbox=[765, 91, 838, 101]
notice-item: TINY BOYS' Knicker Suits, 8s 11d, 9s 11d. Apply H. C. Byford. bbox=[990, 254, 1108, 274]
gazette-subtitle: THAMES VALLEY GAZETTE. bbox=[182, 761, 270, 777]
column-7 bbox=[878, 48, 982, 1798]
news-note: It is calculated that there is a very large increase in the area under crop in the Waikato this season. bbox=[300, 111, 439, 140]
ad-line: GRAND ART UNION. bbox=[999, 395, 1099, 429]
news-notes-list bbox=[300, 80, 439, 1208]
calendar-cell: 20—Tuesday bbox=[10, 94, 51, 104]
influenza-heading: INFLUENZA. bbox=[1000, 50, 1098, 65]
news-note: We lately paid a visit to the shop of Messrs. F. and H. Cooke at the foot of Grey street. bbox=[300, 581, 439, 610]
